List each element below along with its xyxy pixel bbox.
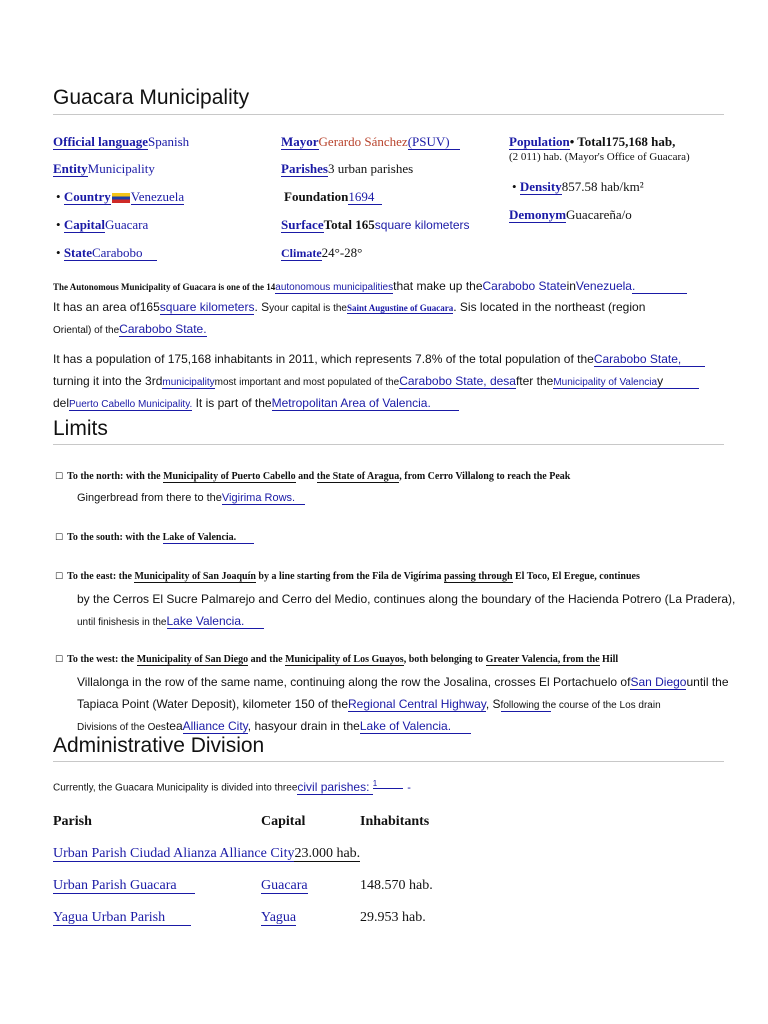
table-header-row [53,806,433,838]
bullet-square-icon: ☐ [55,655,64,665]
bullet-square-icon: ☐ [55,533,64,543]
demonym-value: Guacareña/o [566,207,632,222]
density-label[interactable]: Density [519,179,562,194]
mayor-value[interactable]: Gerardo Sánchez [318,134,408,149]
bullet-square-icon: ☐ [55,472,64,482]
regional-central-highway-link[interactable]: Regional Central Highway [348,697,486,711]
country-label[interactable]: Country [63,189,111,204]
population-value: • Total175,168 hab, [569,134,676,149]
vigirima-rows-link[interactable]: Vigirima Rows. [222,492,305,505]
surface-unit[interactable]: square kilometers [374,218,470,232]
population-label[interactable]: Population [509,134,570,149]
intro-line-3: Oriental) of theCarabobo State. [53,322,207,336]
parish-link[interactable]: Urban Parish Ciudad Alianza Alliance City [53,846,295,861]
density-row: • Density857.58 hab/km² [512,179,644,194]
climate-row [281,245,362,261]
intro-line-6: delPuerto Cabello Municipality. It is part of theMetropolitan Area of Valencia. [53,396,459,410]
column-header: Inhabitants [360,814,430,829]
limit-west-3: Tapiaca Point (Water Deposit), kilometer 150 of theRegional Central Highway, Sfollowing the course of the Los drain [77,697,661,711]
capital-row: • CapitalGuacara [56,217,149,232]
limit-north: ☐ To the north: with the Municipality of Puerto Cabello and the State of Aragua, from Cerro Villalong to reach the Peak [55,471,571,482]
valencia-municipality-link[interactable]: Municipality of Valencia [553,377,658,388]
lake-of-valencia-link[interactable]: Lake of Valencia. [360,719,471,734]
parish-link[interactable]: Urban Parish Guacara [53,878,195,894]
population-note: (2 011) hab. (Mayor's Office of Guacara) [509,151,690,163]
foundation-value[interactable]: 1694 [348,189,382,205]
limit-east: ☐ To the east: the Municipality of San Joaquín by a line starting from the Fila de Vigírima passing through El Toco, El Eregue, continues [55,571,640,582]
table-cell [53,870,261,902]
parish-link[interactable]: Yagua Urban Parish [53,910,191,926]
mayor-label[interactable]: Mayor [281,134,319,149]
state-row: • StateCarabobo [56,245,157,261]
entity-row [53,161,155,177]
municipality-link[interactable]: municipality [162,377,215,388]
limit-east-2: by the Cerros El Sucre Palmarejo and Cerro del Medio, continues along the boundary of the Hacienda Potrero (La Pradera), [77,592,736,606]
capital-link[interactable]: Guacara [261,878,308,893]
alliance-city-link[interactable]: Alliance City [182,719,248,733]
surface-row [281,217,470,233]
carabobo-state-link-3[interactable]: Carabobo State, [594,352,705,367]
limits-divider [53,444,724,445]
foundation-label: Foundation [284,189,349,204]
title-divider [53,114,724,115]
climate-label[interactable]: Climate [281,246,322,260]
table-cell [261,902,360,934]
column-header: Capital [261,814,306,829]
table-cell [261,870,360,902]
square-kilometers-link[interactable]: square kilometers [159,300,255,314]
puerto-cabello-link[interactable]: Puerto Cabello Municipality. [69,399,193,410]
table-cell: Urban Parish Ciudad Alianza Alliance City23.000 hab. [53,846,361,861]
metropolitan-area-link[interactable]: Metropolitan Area of Valencia. [272,396,459,411]
carabobo-state-link-4[interactable]: Carabobo State, desa [399,374,516,388]
official-language-value[interactable]: Spanish [147,134,190,149]
intro-line-2: It has an area of165square kilometers. Syour capital is theSaint Augustine of Guacara. Sis located in the northeast (region [53,300,646,314]
lake-valencia-link[interactable]: Lake Valencia. [167,614,265,629]
density-value: 857.58 hab/km² [561,179,644,194]
parishes-row [281,161,413,177]
table-cell: 29.953 hab. [360,910,426,925]
demonym-row [509,207,632,223]
table-cell [53,902,261,934]
table-row [53,902,433,934]
table-row [53,870,433,902]
bullet-square-icon: ☐ [55,572,64,582]
parishes-value: 3 urban parishes [327,161,414,176]
official-language-row [53,134,189,150]
state-label[interactable]: State [63,245,92,260]
limit-south: ☐ To the south: with the Lake of Valencia. [55,532,254,543]
entity-label[interactable]: Entity [53,161,88,176]
foundation-row [284,189,382,205]
climate-value: 24°-28° [321,245,363,260]
limit-west-2: Villalonga in the row of the same name, continuing along the row the Josalina, crosses El Portachuelo ofSan Diegountil the [77,675,729,689]
limit-west: ☐ To the west: the Municipality of San Diego and the Municipality of Los Guayos, both belonging to Greater Valencia, from the Hill [55,654,619,665]
table-cell: 148.570 hab. [360,878,433,893]
column-header: Parish [53,814,92,829]
autonomous-municipalities-link[interactable]: autonomous municipalities [275,282,394,293]
venezuela-flag-icon [112,193,130,203]
country-value[interactable]: Venezuela [130,189,185,204]
carabobo-state-link[interactable]: Carabobo State [482,279,567,293]
demonym-label[interactable]: Demonym [509,207,567,222]
carabobo-state-link-2[interactable]: Carabobo State. [119,322,207,336]
intro-line-4: It has a population of 175,168 inhabitants in 2011, which represents 7.8% of the total population of theCarabobo State, [53,352,705,366]
surface-label[interactable]: Surface [281,217,324,232]
limit-north-2: Gingerbread from there to theVigirima Rows. [77,492,305,504]
limit-west-4: Divisions of the OesteaAlliance City, hasyour drain in theLake of Valencia. [77,719,471,733]
table-row [53,838,433,870]
san-diego-link[interactable]: San Diego [630,675,687,689]
capital-value[interactable]: Guacara [104,217,149,232]
capital-link[interactable]: Yagua [261,910,297,925]
limits-heading: Limits [53,417,108,440]
population-row [509,134,675,150]
state-value[interactable]: Carabobo [92,245,157,261]
mayor-party[interactable]: (PSUV) [408,134,460,150]
parishes-label[interactable]: Parishes [281,161,328,176]
venezuela-link[interactable]: Venezuela [575,279,632,293]
intro-line-1: The Autonomous Municipality of Guacara is one of the 14autonomous municipalitiesthat make up theCarabobo StateinVenezuela. [53,279,687,293]
intro-line-5: turning it into the 3rdmunicipalitymost important and most populated of theCarabobo State, desafter theMunicipality of Valenciay [53,374,699,388]
capital-label[interactable]: Capital [63,217,105,232]
admin-divider [53,761,724,762]
civil-parishes-link[interactable]: civil parishes: [297,779,373,794]
limit-east-3: until finishesis in theLake Valencia. [77,614,264,628]
admin-heading: Administrative Division [53,734,265,757]
entity-value[interactable]: Municipality [87,161,155,176]
country-row: • Country Venezuela [56,189,185,204]
surface-value: Total 165 [323,217,375,232]
parish-table [53,806,433,934]
page-title: Guacara Municipality [53,86,250,109]
saint-augustine-link[interactable]: Saint Augustine of Guacara [346,303,454,313]
mayor-row [281,134,460,150]
admin-intro: Currently, the Guacara Municipality is divided into threecivil parishes: $^1$ - [53,779,411,794]
official-language-label[interactable]: Official language [53,134,148,149]
